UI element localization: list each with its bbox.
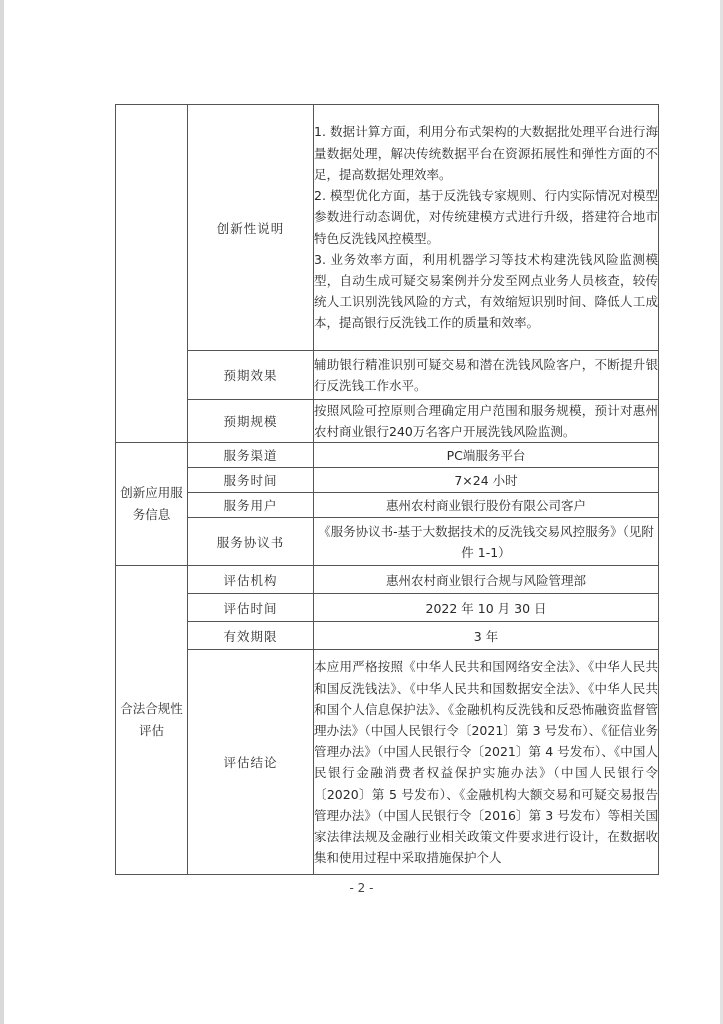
innovation-paragraph: 2. 模型优化方面，基于反洗钱专家规则、行内实际情况对模型参数进行动态调优，对传统建模方式进行升级，搭建符合地市特色反洗钱风控模型。 bbox=[314, 188, 658, 246]
service-time-value: 7×24 小时 bbox=[314, 468, 659, 493]
validity-period-value: 3 年 bbox=[314, 622, 659, 650]
service-channel-row bbox=[116, 443, 659, 468]
assessment-date-value: 2022 年 10 月 30 日 bbox=[314, 594, 659, 622]
service-channel-label: 服务渠道 bbox=[188, 443, 314, 468]
expected-effect-value: 辅助银行精准识别可疑交易和潜在洗钱风险客户，不断提升银行反洗钱工作水平。 bbox=[314, 351, 659, 400]
service-users-value: 惠州农村商业银行股份有限公司客户 bbox=[314, 493, 659, 518]
service-users-label: 服务用户 bbox=[188, 493, 314, 518]
innovation-description bbox=[314, 105, 659, 351]
expected-effect-row bbox=[116, 351, 659, 400]
service-agreement-value: 《服务协议书-基于大数据技术的反洗钱交易风控服务》（见附件 1-1） bbox=[314, 518, 659, 566]
service-time-row bbox=[116, 468, 659, 493]
service-info-section-label: 创新应用服务信息 bbox=[116, 443, 188, 566]
expected-scale-value: 按照风险可控原则合理确定用户范围和服务规模，预计对惠州农村商业银行240万名客户开展洗钱风险监测。 bbox=[314, 400, 659, 443]
service-agreement-row bbox=[116, 518, 659, 566]
innovation-paragraph: 3. 业务效率方面，利用机器学习等技术构建洗钱风险监测模型，自动生成可疑交易案例并分发至网点业务人员核查，较传统人工识别洗钱风险的方式，有效缩短识别时间、降低人工成本，提高银行反洗钱工作的质量和效率。 bbox=[314, 251, 658, 331]
service-time-label: 服务时间 bbox=[188, 468, 314, 493]
validity-period-row bbox=[116, 622, 659, 650]
service-users-row bbox=[116, 493, 659, 518]
assessment-date-label: 评估时间 bbox=[188, 594, 314, 622]
page-number: - 2 - bbox=[349, 881, 374, 895]
expected-scale-row bbox=[116, 400, 659, 443]
assessment-conclusion-row bbox=[116, 650, 659, 875]
validity-period-label: 有效期限 bbox=[188, 622, 314, 650]
assessment-conclusion-text: 本应用严格按照《中华人民共和国网络安全法》、《中华人民共和国反洗钱法》、《中华人民共和国数据安全法》、《中华人民共和国个人信息保护法》、《金融机构反洗钱和反恐怖融资监督管理办法》（中国人民银行令〔2021〕第 3 号发布）、《征信业务管理办法》（中国人民银行令〔2021〕第 4 号发布）、《中国人民银行金融消费者权益保护实施办法》（中国人民银行令〔2020〕第 5 号发布）、《金融机构大额交易和可疑交易报告管理办法》（中国人民银行令〔2016〕第 3 号发布）等相关国家法律法规及金融行业相关政策文件要求进行设计，在数据收集和使用过程中采取措施保护个人 bbox=[314, 650, 659, 875]
expected-effect-label: 预期效果 bbox=[188, 351, 314, 400]
assessment-date-row bbox=[116, 594, 659, 622]
assessment-org-value: 惠州农村商业银行合规与风险管理部 bbox=[314, 566, 659, 594]
scan-edge-left bbox=[0, 0, 4, 1024]
innovation-paragraph: 1. 数据计算方面，利用分布式架构的大数据批处理平台进行海量数据处理，解决传统数据平台在资源拓展性和弹性方面的不足，提高数据处理效率。 bbox=[314, 124, 658, 182]
innovation-row bbox=[116, 105, 659, 351]
application-info-table bbox=[115, 104, 659, 875]
compliance-section-label: 合法合规性评估 bbox=[116, 566, 188, 875]
service-channel-value: PC端服务平台 bbox=[314, 443, 659, 468]
innovation-label: 创新性说明 bbox=[188, 105, 314, 351]
assessment-org-label: 评估机构 bbox=[188, 566, 314, 594]
service-agreement-label: 服务协议书 bbox=[188, 518, 314, 566]
section-cell-continued bbox=[116, 105, 188, 443]
assessment-org-row bbox=[116, 566, 659, 594]
assessment-conclusion-label: 评估结论 bbox=[188, 650, 314, 875]
expected-scale-label: 预期规模 bbox=[188, 400, 314, 443]
